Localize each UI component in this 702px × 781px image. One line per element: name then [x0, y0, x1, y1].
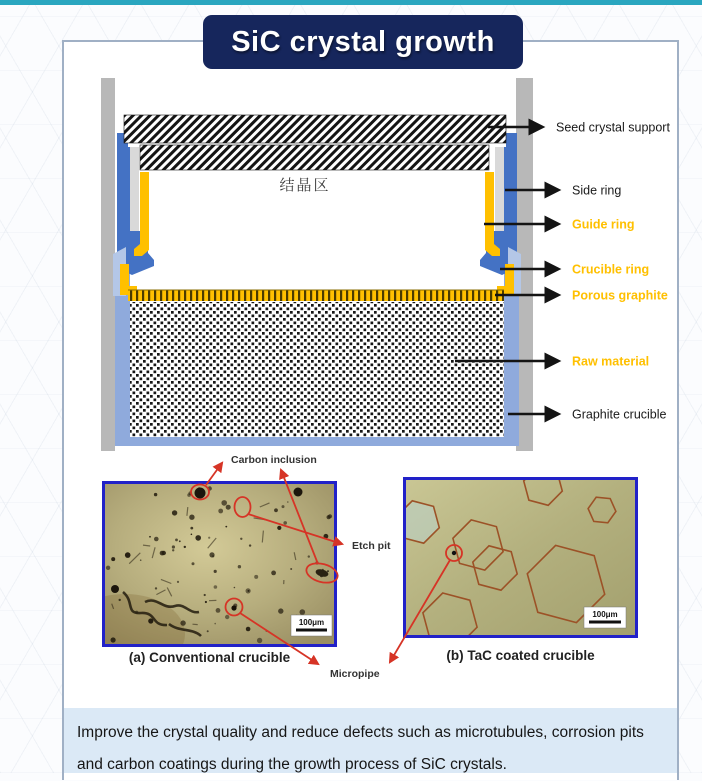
- scale-bar: [291, 615, 332, 636]
- side-ring-label: Side ring: [572, 184, 621, 198]
- micrograph-b: [403, 477, 638, 638]
- micrograph-a-image: [105, 484, 334, 644]
- porous-graphite-label: Porous graphite: [572, 289, 668, 303]
- top-accent-bar: [0, 0, 702, 5]
- title-banner: [203, 15, 523, 69]
- raw-material-label: Raw material: [572, 355, 649, 369]
- footer-note: Improve the crystal quality and reduce defects such as microtubules, corrosion pits and carbon coatings during the growth process of SiC crystals.: [64, 708, 677, 773]
- micrograph-a: [102, 481, 337, 647]
- crucible-diagram: [80, 73, 695, 463]
- scale-bar: [584, 607, 626, 628]
- outer-wall-left: [101, 78, 115, 451]
- graphite-crucible-label: Graphite crucible: [572, 408, 667, 422]
- micrograph-b-image: [406, 480, 635, 635]
- micrograph-a-caption: (a) Conventional crucible: [92, 650, 327, 665]
- seed-crystal-support-label: Seed crystal support: [556, 121, 670, 135]
- guide-ring-label: Guide ring: [572, 218, 635, 232]
- scale-bar-label: 100μm: [299, 618, 324, 627]
- guide-strip-right: [495, 147, 504, 231]
- raw-material-fill: [130, 302, 504, 437]
- micropipe-label: Micropipe: [330, 668, 380, 680]
- guide-strip-left: [130, 147, 139, 231]
- seed-crystal-support-hatch: [124, 115, 506, 170]
- scale-bar-label: 100μm: [592, 610, 617, 619]
- porous-graphite-layer: [128, 290, 504, 301]
- carbon-inclusion-label: Carbon inclusion: [231, 454, 317, 466]
- micrograph-b-caption: (b) TaC coated crucible: [403, 648, 638, 663]
- crystallization-zone-label: 结晶区: [279, 177, 330, 194]
- etch-pit-label: Etch pit: [352, 540, 391, 552]
- crucible-ring-label: Crucible ring: [572, 263, 649, 277]
- page-title: SiC crystal growth: [231, 26, 495, 59]
